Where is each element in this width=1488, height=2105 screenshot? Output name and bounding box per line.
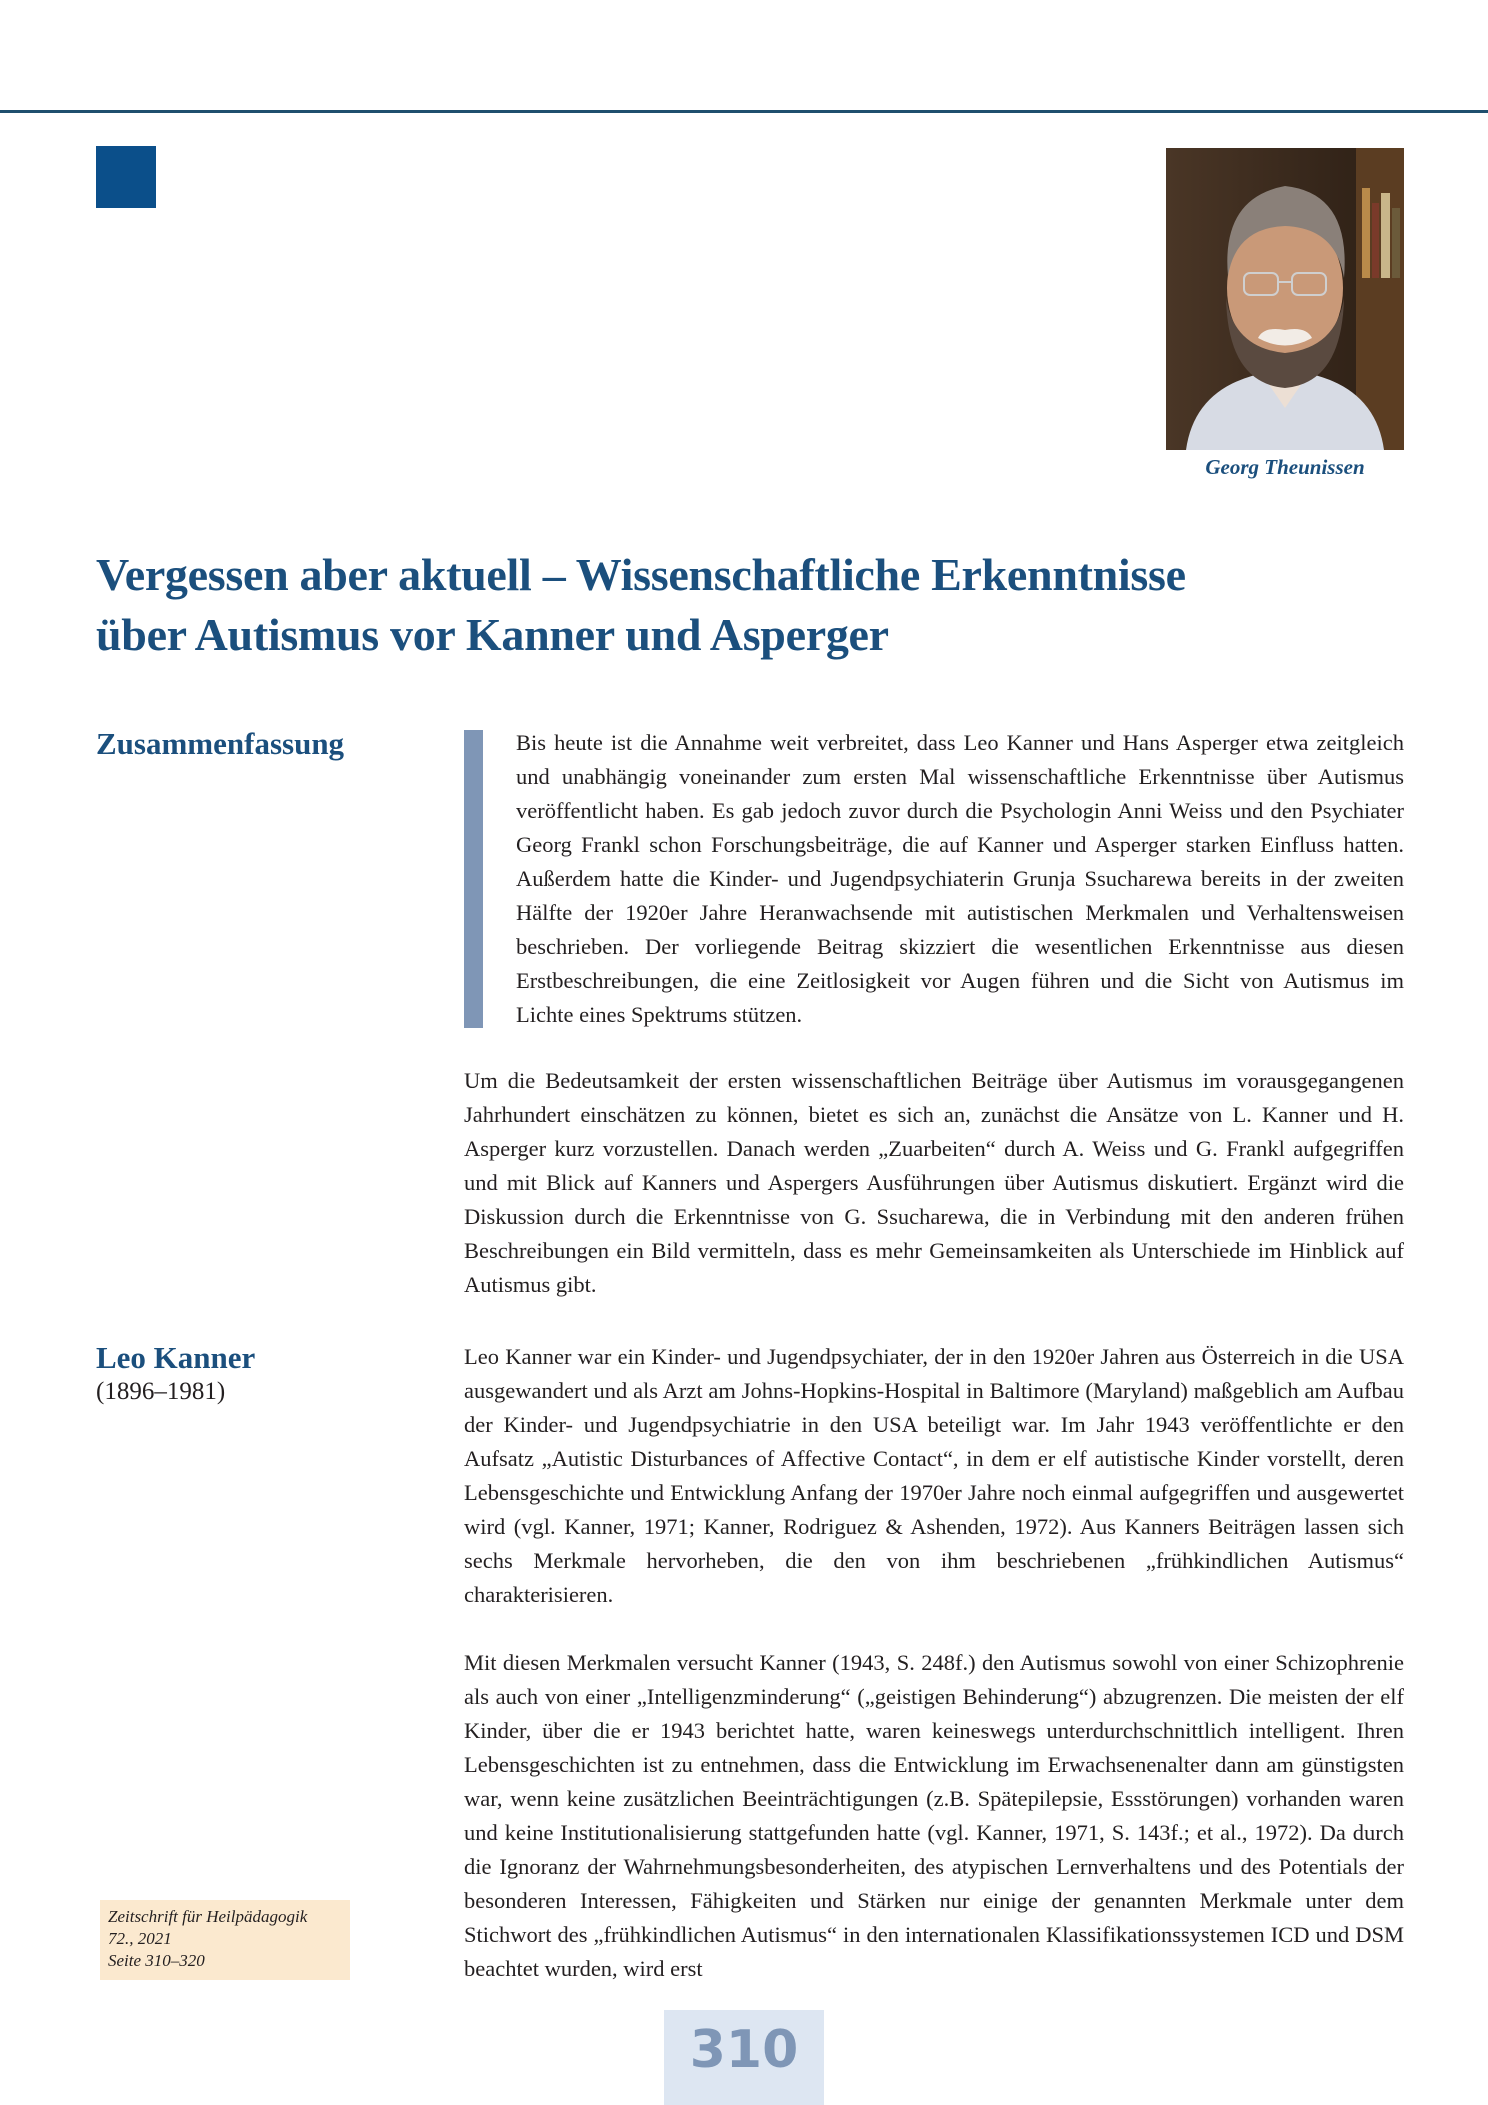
page-number: 310 (689, 2020, 799, 2080)
page-number-box (664, 2010, 824, 2105)
article-title (96, 545, 1396, 665)
top-rule (0, 110, 1488, 113)
author-photo (1166, 148, 1404, 450)
journal-info-box (100, 1900, 350, 1980)
abstract-text: Bis heute ist die Annahme weit verbreitet, dass Leo Kanner und Hans Asperger etwa zeitgleich und unabhängig voneinander zum ersten Mal wissenschaftliche Erkenntnisse über Autismus veröffentlicht haben. Es gab jedoch zuvor durch die Psychologin Anni Weiss und den Psychiater Georg Frankl schon Forschungsbeiträge, die auf Kanner und Asperger starken Einfluss hatten. Außerdem hatte die Kinder- und Jugendpsychiaterin Grunja Ssucharewa bereits in der zweiten Hälfte der 1920er Jahre Heranwachsende mit autistischen Merkmalen und Verhaltensweisen beschrieben. Der vorliegende Beitrag skizziert die wesentlichen Erkenntnisse aus diesen Erstbeschreibungen, die eine Zeitlosigkeit vor Augen führen und die Sicht von Autismus im Lichte eines Spektrums stützen. (516, 730, 1404, 1027)
section-heading: Leo Kanner (96, 1340, 256, 1375)
journal-name: Zeitschrift für Heilpädagogik (108, 1907, 308, 1926)
section-paragraph-1: Leo Kanner war ein Kinder- und Jugendpsychiater, der in den 1920er Jahren aus Österreich in die USA ausgewandert und als Arzt am Johns-Hopkins-Hospital in Baltimore (Maryland) maßgeblich am Aufbau der Kinder- und Jugendpsychiatrie in den USA beteiligt war. Im Jahr 1943 veröffentlichte er den Aufsatz „Autistic Disturbances of Affective Contact“, in dem er elf autistische Kinder vorstellt, deren Lebensgeschichte und Entwicklung Anfang der 1970er Jahre noch einmal aufgegriffen und ausgewertet wird (vgl. Kanner, 1971; Kanner, Rodriguez & Ashenden, 1972). Aus Kanners Beiträgen lassen sich sechs Merkmale hervorheben, die den von ihm beschriebenen „frühkindlichen Autismus“ charakterisieren. (464, 1344, 1404, 1607)
journal-volume: 72., 2021 (108, 1929, 172, 1948)
title-line-2: über Autismus vor Kanner und Asperger (96, 609, 889, 660)
author-name: Georg Theunissen (1205, 455, 1365, 479)
title-line-1: Vergessen aber aktuell – Wissenschaftliche Erkenntnisse (96, 549, 1186, 600)
abstract-bar (464, 730, 483, 1028)
intro-paragraph: Um die Bedeutsamkeit der ersten wissenschaftlichen Beiträge über Autismus im vorausgegangenen Jahrhundert einschätzen zu können, bietet es sich an, zunächst die Ansätze von L. Kanner und H. Asperger kurz vorzustellen. Danach werden „Zuarbeiten“ durch A. Weiss und G. Frankl aufgegriffen und mit Blick auf Kanners und Aspergers Ausführungen über Autismus diskutiert. Ergänzt wird die Diskussion durch die Erkenntnisse von G. Ssucharewa, die in Verbindung mit den anderen frühen Beschreibungen ein Bild vermitteln, dass es mehr Gemeinsamkeiten als Unterschiede im Hinblick auf Autismus gibt. (464, 1068, 1404, 1297)
section-paragraph-2: Mit diesen Merkmalen versucht Kanner (1943, S. 248f.) den Autismus sowohl von einer Schizophrenie als auch von einer „Intelligenzminderung“ („geistigen Behinderung“) abzugrenzen. Die meisten der elf Kinder, über die er 1943 berichtet hatte, waren keineswegs unterdurchschnittlich intelligent. Ihren Lebensgeschichten ist zu entnehmen, dass die Entwicklung im Erwachsenenalter dann am günstigsten war, wenn keine zusätzlichen Beeinträchtigungen (z.B. Spätepilepsie, Essstörungen) vorhanden waren und keine Institutionalisierung stattgefunden hatte (vgl. Kanner, 1971, S. 143f.; et al., 1972). Da durch die Ignoranz der Wahrnehmungsbesonderheiten, des atypischen Lernverhaltens und des Potentials der besonderen Interessen, Fähigkeiten und Stärken nur einige der genannten Merkmale unter dem Stichwort des „frühkindlichen Autismus“ in den internationalen Klassifikationssystemen ICD und DSM beachtet wurden, wird erst (464, 1650, 1404, 1981)
decorative-square (96, 146, 156, 208)
journal-pages: Seite 310–320 (108, 1951, 205, 1970)
abstract-heading: Zusammenfassung (96, 726, 345, 761)
section-years: (1896–1981) (96, 1378, 226, 1405)
